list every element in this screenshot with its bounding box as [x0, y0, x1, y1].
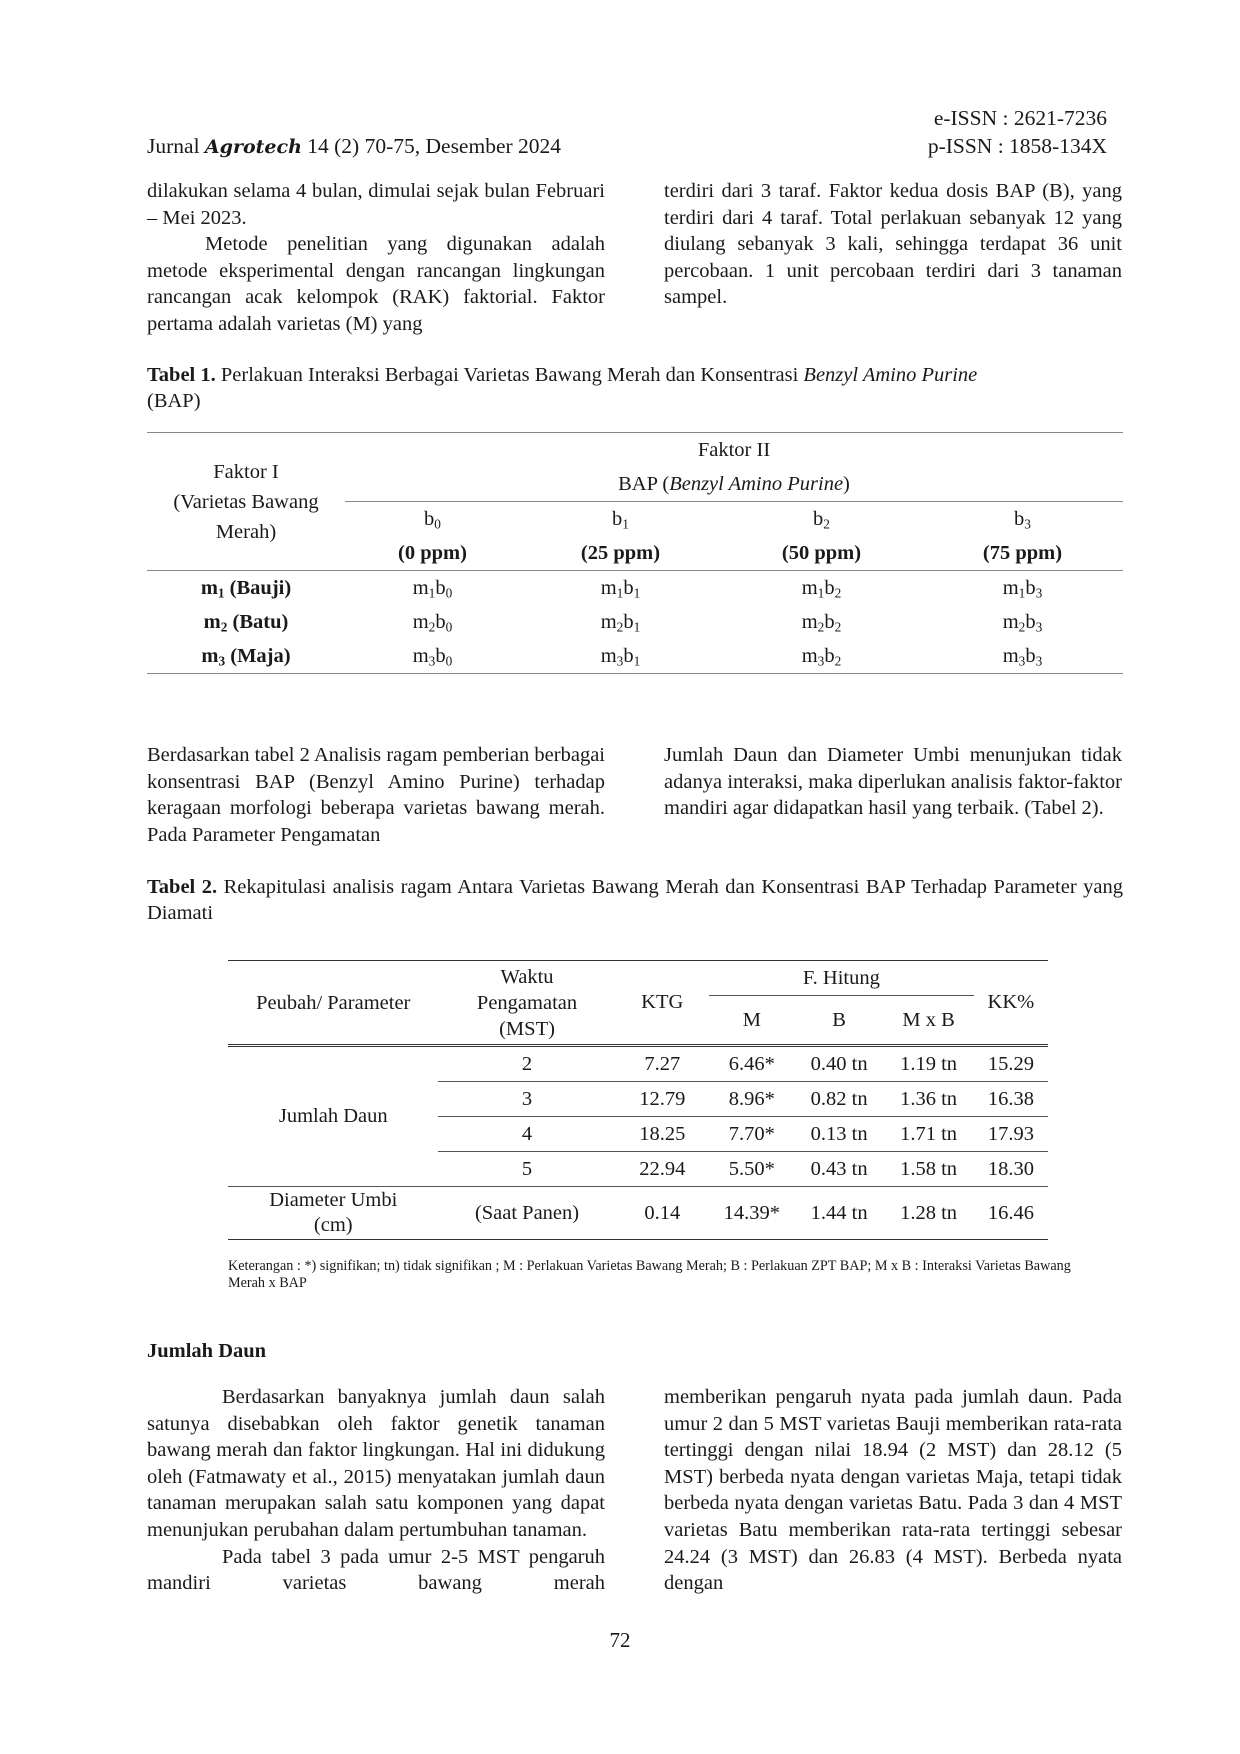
table2-header-m: M — [742, 1008, 761, 1031]
intro-left-paragraph-2: Metode penelitian yang digunakan adalah metode eksperimental dengan rancangan lingkungan rancangan acak kelompok (RAK) faktorial. Faktor pertama adalah varietas (M) yang — [147, 233, 605, 335]
table1-cell: $m_2b_1$ — [600, 610, 641, 634]
table1-caption-end: (BAP) — [147, 390, 201, 412]
table2-header-waktu: Waktu Pengamatan (MST) — [476, 965, 578, 1040]
table2-caption — [147, 874, 1123, 926]
table1-caption-italic: Benzyl Amino Purine — [803, 364, 978, 386]
table1-caption — [147, 362, 1123, 414]
table1-factor1-header — [147, 433, 345, 571]
table-row: Diameter Umbi (cm) (Saat Panen) 0.14 14.39* 1.44 tn 1.28 tn 16.46 — [228, 1187, 1048, 1240]
table1-cell: $m_1b_1$ — [600, 576, 641, 600]
table1-row-label: $m_2$ (Batu) — [203, 610, 289, 634]
middle-left-column: Berdasarkan tabel 2 Analisis ragam pemberian berbagai konsentrasi BAP (Benzyl Amino Purine) terhadap keragaan morfologi beberapa varietas bawang merah. Pada Parameter Pengamatan — [147, 744, 605, 846]
section-left-paragraph-2: Pada tabel 3 pada umur 2-5 MST pengaruh mandiri varietas bawang merah — [147, 1545, 605, 1595]
table1-cell: $m_3b_1$ — [600, 644, 641, 668]
table2-header-mxb: M x B — [902, 1008, 955, 1031]
table2-note: Keterangan : *) signifikan; tn) tidak signifikan ; M : Perlakuan Varietas Bawang Merah; B : Perlakuan ZPT BAP; M x B : Interaksi Varietas Bawang Merah x BAP — [228, 1258, 1071, 1291]
table1-caption-text: Perlakuan Interaksi Berbagai Varietas Bawang Merah dan Konsentrasi — [215, 364, 804, 386]
table1-factor2-line1: Faktor II — [697, 438, 771, 461]
table2-group-jumlah-daun: Jumlah Daun — [228, 1046, 438, 1187]
table1-b-level: $b_3$ — [1014, 507, 1031, 531]
intro-left-paragraph-1: dilakukan selama 4 bulan, dimulai sejak bulan Februari – Mei 2023. — [147, 180, 605, 229]
table1-row — [147, 571, 1123, 606]
table2-header-peubah: Peubah/ Parameter — [256, 991, 411, 1014]
journal-issue: 14 (2) 70-75, Desember 2024 — [301, 134, 562, 158]
table1-cell: $m_3b_2$ — [801, 644, 842, 668]
table1-factor1-line1: Faktor I — [213, 460, 279, 483]
table1-cell: $m_2b_2$ — [801, 610, 842, 634]
table2 — [228, 960, 1048, 1240]
intro-left-column — [147, 178, 605, 338]
section-right-column: memberikan pengaruh nyata pada jumlah daun. Pada umur 2 dan 5 MST varietas Bauji memberikan rata-rata tertinggi dengan nilai 18.94 (2 MST) dan 28.12 (5 MST) berbeda nyata dengan varietas Maja, tetapi tidak berbeda nyata dengan varietas Batu. Pada 3 dan 4 MST varietas Batu memberikan rata-rata tertinggi sebesar 24.24 (3 MST) dan 26.83 (4 MST). Berbeda nyata dengan — [664, 1386, 1122, 1595]
table-row: Jumlah Daun 2 7.27 6.46* 0.40 tn 1.19 tn 15.29 — [228, 1046, 1048, 1082]
table1-row — [147, 639, 1123, 674]
table1-ppm: (75 ppm) — [982, 541, 1063, 564]
table2-header-kk: KK% — [987, 991, 1035, 1013]
table1-cell: $m_3b_3$ — [1002, 644, 1043, 668]
table1-cell: $m_2b_0$ — [412, 610, 453, 634]
table1-caption-label: Tabel 1. — [147, 364, 216, 386]
table1-row-label: $m_1$ (Bauji) — [200, 576, 292, 600]
table1-row — [147, 605, 1123, 639]
table1-ppm: (0 ppm) — [398, 541, 467, 564]
table2-header-ktg: KTG — [641, 991, 684, 1013]
middle-right-column: Jumlah Daun dan Diameter Umbi menunjukan tidak adanya interaksi, maka diperlukan analisis faktor-faktor mandiri agar didapatkan hasil yang terbaik. (Tabel 2). — [664, 744, 1122, 820]
table2-caption-text: Rekapitulasi analisis ragam Antara Varietas Bawang Merah dan Konsentrasi BAP Terhadap Parameter yang Diamati — [147, 876, 1123, 924]
table2-header-fhitung: F. Hitung — [709, 961, 974, 996]
table1-b-level: $b_0$ — [424, 507, 441, 531]
table-row: 3 12.79 8.96* 0.82 tn 1.36 tn 16.38 — [228, 1082, 1048, 1117]
table1-ppm: (25 ppm) — [580, 541, 661, 564]
table1-cell: $m_1b_0$ — [412, 576, 453, 600]
table1-factor2-line2: BAP (Benzyl Amino Purine) — [618, 472, 850, 495]
table-row: 5 22.94 5.50* 0.43 tn 1.58 tn 18.30 — [228, 1152, 1048, 1187]
table1-cell: $m_2b_3$ — [1002, 610, 1043, 634]
table1-cell: $m_1b_2$ — [801, 576, 842, 600]
journal-name: Agrotech — [204, 136, 302, 158]
journal-prefix: Jurnal — [147, 134, 205, 158]
table1-factor1-line2: (Varietas Bawang Merah) — [173, 490, 319, 543]
table1 — [147, 432, 1123, 674]
table1-cell: $m_1b_3$ — [1002, 576, 1043, 600]
table1-b-level: $b_2$ — [813, 507, 830, 531]
table1-row-label: $m_3$ (Maja) — [201, 644, 291, 668]
table1-b-level: $b_1$ — [612, 507, 629, 531]
journal-title — [147, 134, 561, 159]
page-number: 72 — [609, 1628, 631, 1652]
pissn: p-ISSN : 1858-134X — [927, 134, 1107, 158]
table1-ppm: (50 ppm) — [781, 541, 862, 564]
section-left-paragraph-1: Berdasarkan banyaknya jumlah daun salah satunya disebabkan oleh faktor genetik tanaman bawang merah dan faktor lingkungan. Hal ini didukung oleh (Fatmawaty et al., 2015) menyatakan jumlah daun tanaman merupakan salah satu komponen yang dapat menunjukan perubahan dalam pertumbuhan tanaman. — [147, 1386, 605, 1541]
table2-caption-label: Tabel 2. — [147, 876, 218, 898]
table-row: 4 18.25 7.70* 0.13 tn 1.71 tn 17.93 — [228, 1117, 1048, 1152]
intro-right-column: terdiri dari 3 taraf. Faktor kedua dosis BAP (B), yang terdiri dari 4 taraf. Total perlakuan sebanyak 12 yang diulang sebanyak 3 kali, sehingga terdapat 36 unit percobaan. 1 unit percobaan terdiri dari 3 tanaman sampel. — [664, 180, 1122, 309]
table1-cell: $m_3b_0$ — [412, 644, 453, 668]
table2-diameter-label: Diameter Umbi (cm) — [269, 1189, 398, 1236]
section-heading: Jumlah Daun — [147, 1340, 267, 1362]
section-left-column — [147, 1384, 605, 1597]
eissn: e-ISSN : 2621-7236 — [933, 106, 1107, 130]
table2-header-b: B — [832, 1008, 846, 1031]
